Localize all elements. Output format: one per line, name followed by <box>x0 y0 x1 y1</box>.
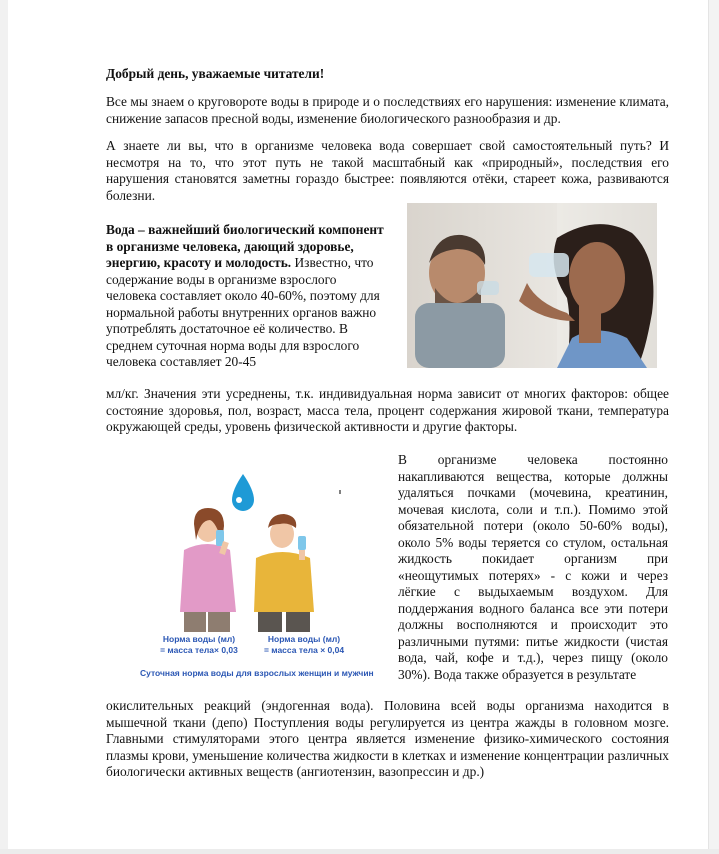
water-drop-icon <box>232 474 254 511</box>
female-norm-label <box>150 634 248 656</box>
female-norm-title: Норма воды (мл) <box>162 634 236 644</box>
paragraph-water-regulation: окислительных реакций (эндогенная вода). Половина всей воды организма находится в мышечной ткани (депо) Поступления воды регулируется из центра жажды в головном мозге. Главными стимуляторами этого центра является изменение физико-химического состояния плазмы крови, уменьшение количества жидкости в клетках и изменение концентрации различных биологически активных веществ (ангиотензин, вазопрессин и др.) <box>106 698 669 779</box>
scrollbar-track[interactable] <box>708 0 719 854</box>
male-norm-formula: = масса тела × 0,04 <box>263 645 345 655</box>
water-norm-illustration <box>140 462 374 690</box>
left-margin-edge <box>0 0 8 854</box>
male-norm-label <box>250 634 358 656</box>
woman-drinking-figure <box>180 508 236 632</box>
people-drinking-water-photo <box>407 203 657 368</box>
paragraph-water-cycle: Все мы знаем о круговороте воды в природе и о последствиях его нарушения: изменение климата, снижение запасов пресной воды, изменение биологического разнообразия и др. <box>106 94 669 126</box>
paragraph-water-norm-factors: мл/кг. Значения эти усреднены, т.к. индивидуальная норма зависит от многих факторов: общее состояние здоровья, пол, возраст, масса тела, процент содержания жировой ткани, температура окружающей среды, уровень физической активности и другие факторы. <box>106 386 669 434</box>
paragraph-bold-lead: Вода – важнейший биологический компонент в организме человека, дающий здоровье, энергию, красоту и молодость. <box>106 222 384 270</box>
greeting-heading: Добрый день, уважаемые читатели! <box>106 66 325 81</box>
bottom-edge <box>0 849 719 854</box>
paragraph-water-loss: В организме человека постоянно накапливаются вещества, которые должны удаляться почками (мочевина, креатинин, мочевая кислота, соли и т.п.). Помимо этой обязательной потери (около 50-60% воды), около 5% воды теряется со стулом, остальная жидкость покидает организм при «неощутимых потерях» - с кожи и через лёгкие с выдыхаемым воздухом. Для поддержания водного баланса все эти потери должны восполняются и происходит это различными путями: питье жидкости (чистая вода, чай, кофе и т.д.), через пищу (около 30%). Вода также образуется в результате <box>398 452 668 682</box>
illustration-caption: Суточная норма воды для взрослых женщин и мужчин <box>140 668 374 678</box>
male-norm-title: Норма воды (мл) <box>267 634 341 644</box>
paragraph-water-importance <box>106 222 388 371</box>
female-norm-formula: = масса тела× 0,03 <box>160 645 238 655</box>
man-drinking-figure <box>254 514 314 632</box>
paragraph-body-water-path: А знаете ли вы, что в организме человека вода совершает свой самостоятельный путь? И несмотря на то, что этот путь не такой масштабный как «природный», последствия его нарушения становятся заметны гораздо быстрее: появляются отёки, стареет кожа, развиваются болезни. <box>106 138 669 203</box>
paragraph-water-content: Известно, что содержание воды в организме взрослого человека составляет около 40-60%, поэтому для нормальной работы внутренних органов важно употреблять достаточное её количество. В среднем суточная норма воды для взрослого человека составляет 20-45 <box>106 255 380 369</box>
